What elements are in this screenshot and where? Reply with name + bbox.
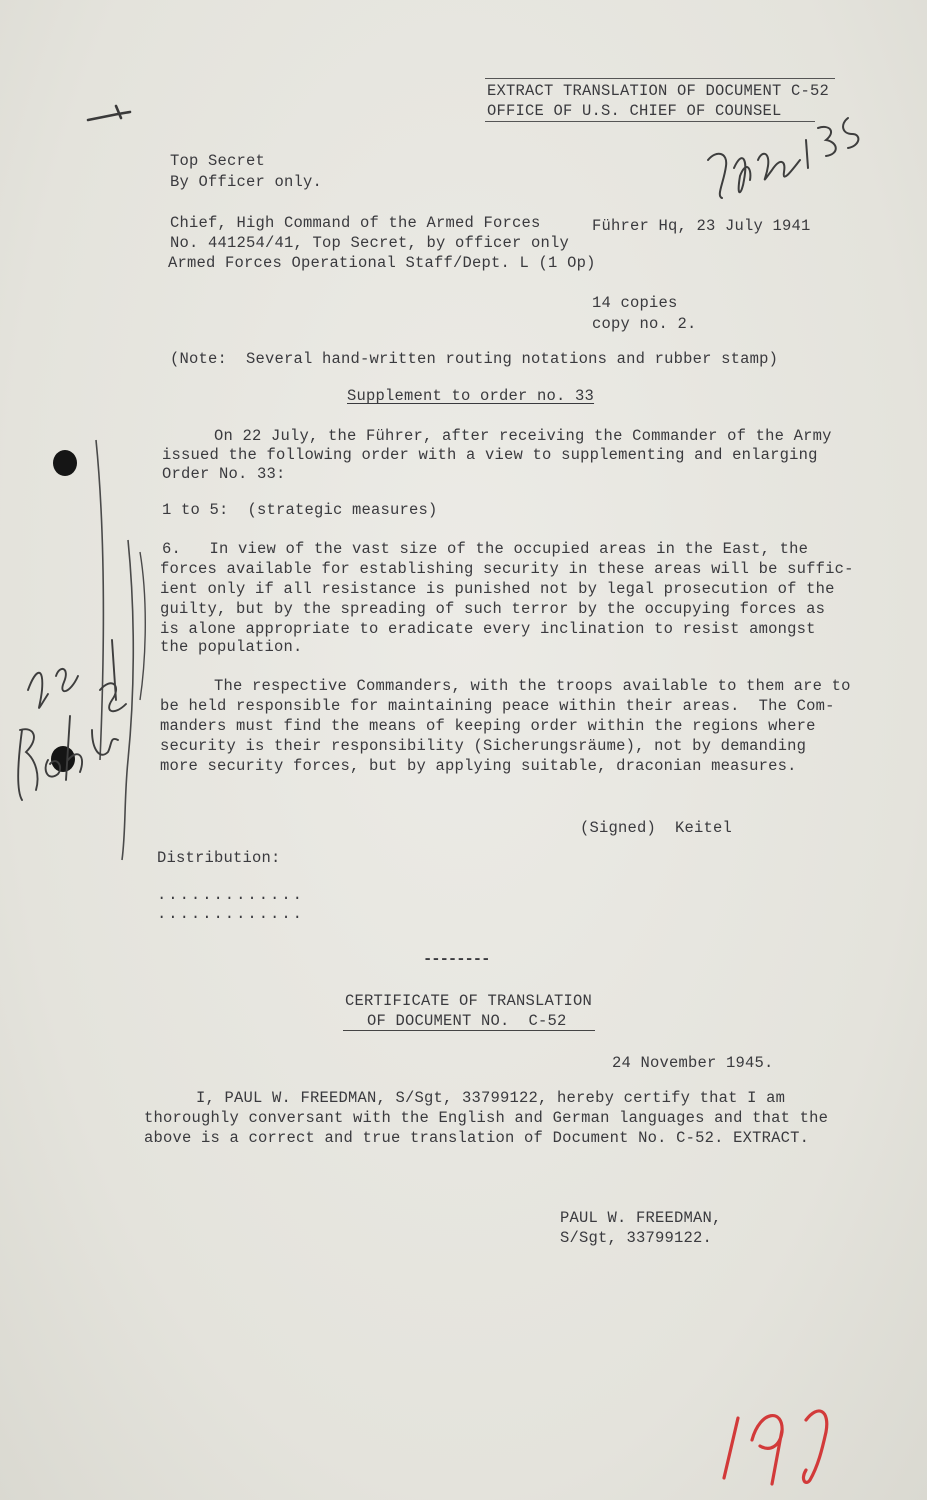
sender-line-3: Armed Forces Operational Staff/Dept. L (1 Op) <box>168 254 596 272</box>
copy-number: copy no. 2. <box>592 315 697 333</box>
header-line-1: EXTRACT TRANSLATION OF DOCUMENT C-52 <box>487 82 830 100</box>
commanders-line-4: security is their responsibility (Sicherungsräume), not by demanding <box>160 737 807 755</box>
certificate-body-1: I, PAUL W. FREEDMAN, S/Sgt, 33799122, hereby certify that I am <box>196 1089 786 1107</box>
separator: -------- <box>423 950 490 968</box>
red-page-number <box>724 1411 827 1484</box>
item-6-line-5: is alone appropriate to eradicate every inclination to resist amongst <box>160 620 816 638</box>
classification-line-1: Top Secret <box>170 152 266 170</box>
routing-note: (Note: Several hand-written routing notations and rubber stamp) <box>170 350 779 368</box>
handwritten-initials-top-right <box>708 118 858 198</box>
place-date: Führer Hq, 23 July 1941 <box>592 217 811 235</box>
certificate-signature-rank: S/Sgt, 33799122. <box>560 1229 713 1247</box>
distribution-dots-1: ............. <box>157 886 304 904</box>
certificate-body-2: thoroughly conversant with the English and German languages and that the <box>144 1109 829 1127</box>
item-6-line-3: ient only if all resistance is punished not by legal prosecution of the <box>160 580 835 598</box>
certificate-title-1: CERTIFICATE OF TRANSLATION <box>345 992 593 1010</box>
subject-heading: Supplement to order no. 33 <box>347 387 595 405</box>
header-line-2: OFFICE OF U.S. CHIEF OF COUNSEL <box>487 102 782 120</box>
intro-line-1: On 22 July, the Führer, after receiving the Commander of the Army <box>214 427 832 445</box>
item-6-line-4: guilty, but by the spreading of such terror by the occupying forces as <box>160 600 826 618</box>
certificate-date: 24 November 1945. <box>612 1054 774 1072</box>
commanders-line-5: more security forces, but by applying suitable, draconian measures. <box>160 757 797 775</box>
distribution-dots-2: ............. <box>157 905 304 923</box>
commanders-line-2: be held responsible for maintaining peace within their areas. The Com- <box>160 697 835 715</box>
commanders-line-1: The respective Commanders, with the troops available to them are to <box>214 677 851 695</box>
item-6-line-6: the population. <box>160 638 303 656</box>
pencil-margin-line-1 <box>96 440 103 760</box>
item-6-line-1: 6. In view of the vast size of the occupied areas in the East, the <box>162 540 809 558</box>
sender-line-1: Chief, High Command of the Armed Forces <box>170 214 541 232</box>
intro-line-2: issued the following order with a view to supplementing and enlarging <box>162 446 818 464</box>
copies-count: 14 copies <box>592 294 678 312</box>
certificate-title-2: OF DOCUMENT NO. C-52 <box>367 1012 567 1030</box>
distribution-label: Distribution: <box>157 849 281 867</box>
pencil-margin-writing <box>18 640 126 800</box>
intro-line-3: Order No. 33: <box>162 465 286 483</box>
classification-line-2: By Officer only. <box>170 173 323 191</box>
commanders-line-3: manders must find the means of keeping order within the regions where <box>160 717 816 735</box>
pencil-margin-line-3 <box>140 552 145 700</box>
signed-keitel: (Signed) Keitel <box>580 819 733 837</box>
pencil-margin-line-2 <box>122 540 133 860</box>
certificate-body-3: above is a correct and true translation of Document No. C-52. EXTRACT. <box>144 1129 810 1147</box>
certificate-signature-name: PAUL W. FREEDMAN, <box>560 1209 722 1227</box>
sender-line-2: No. 441254/41, Top Secret, by officer only <box>170 234 570 252</box>
item-1-5: 1 to 5: (strategic measures) <box>162 501 438 519</box>
pencil-tick-mark <box>88 106 130 120</box>
item-6-line-2: forces available for establishing security in these areas will be suffic- <box>160 560 854 578</box>
